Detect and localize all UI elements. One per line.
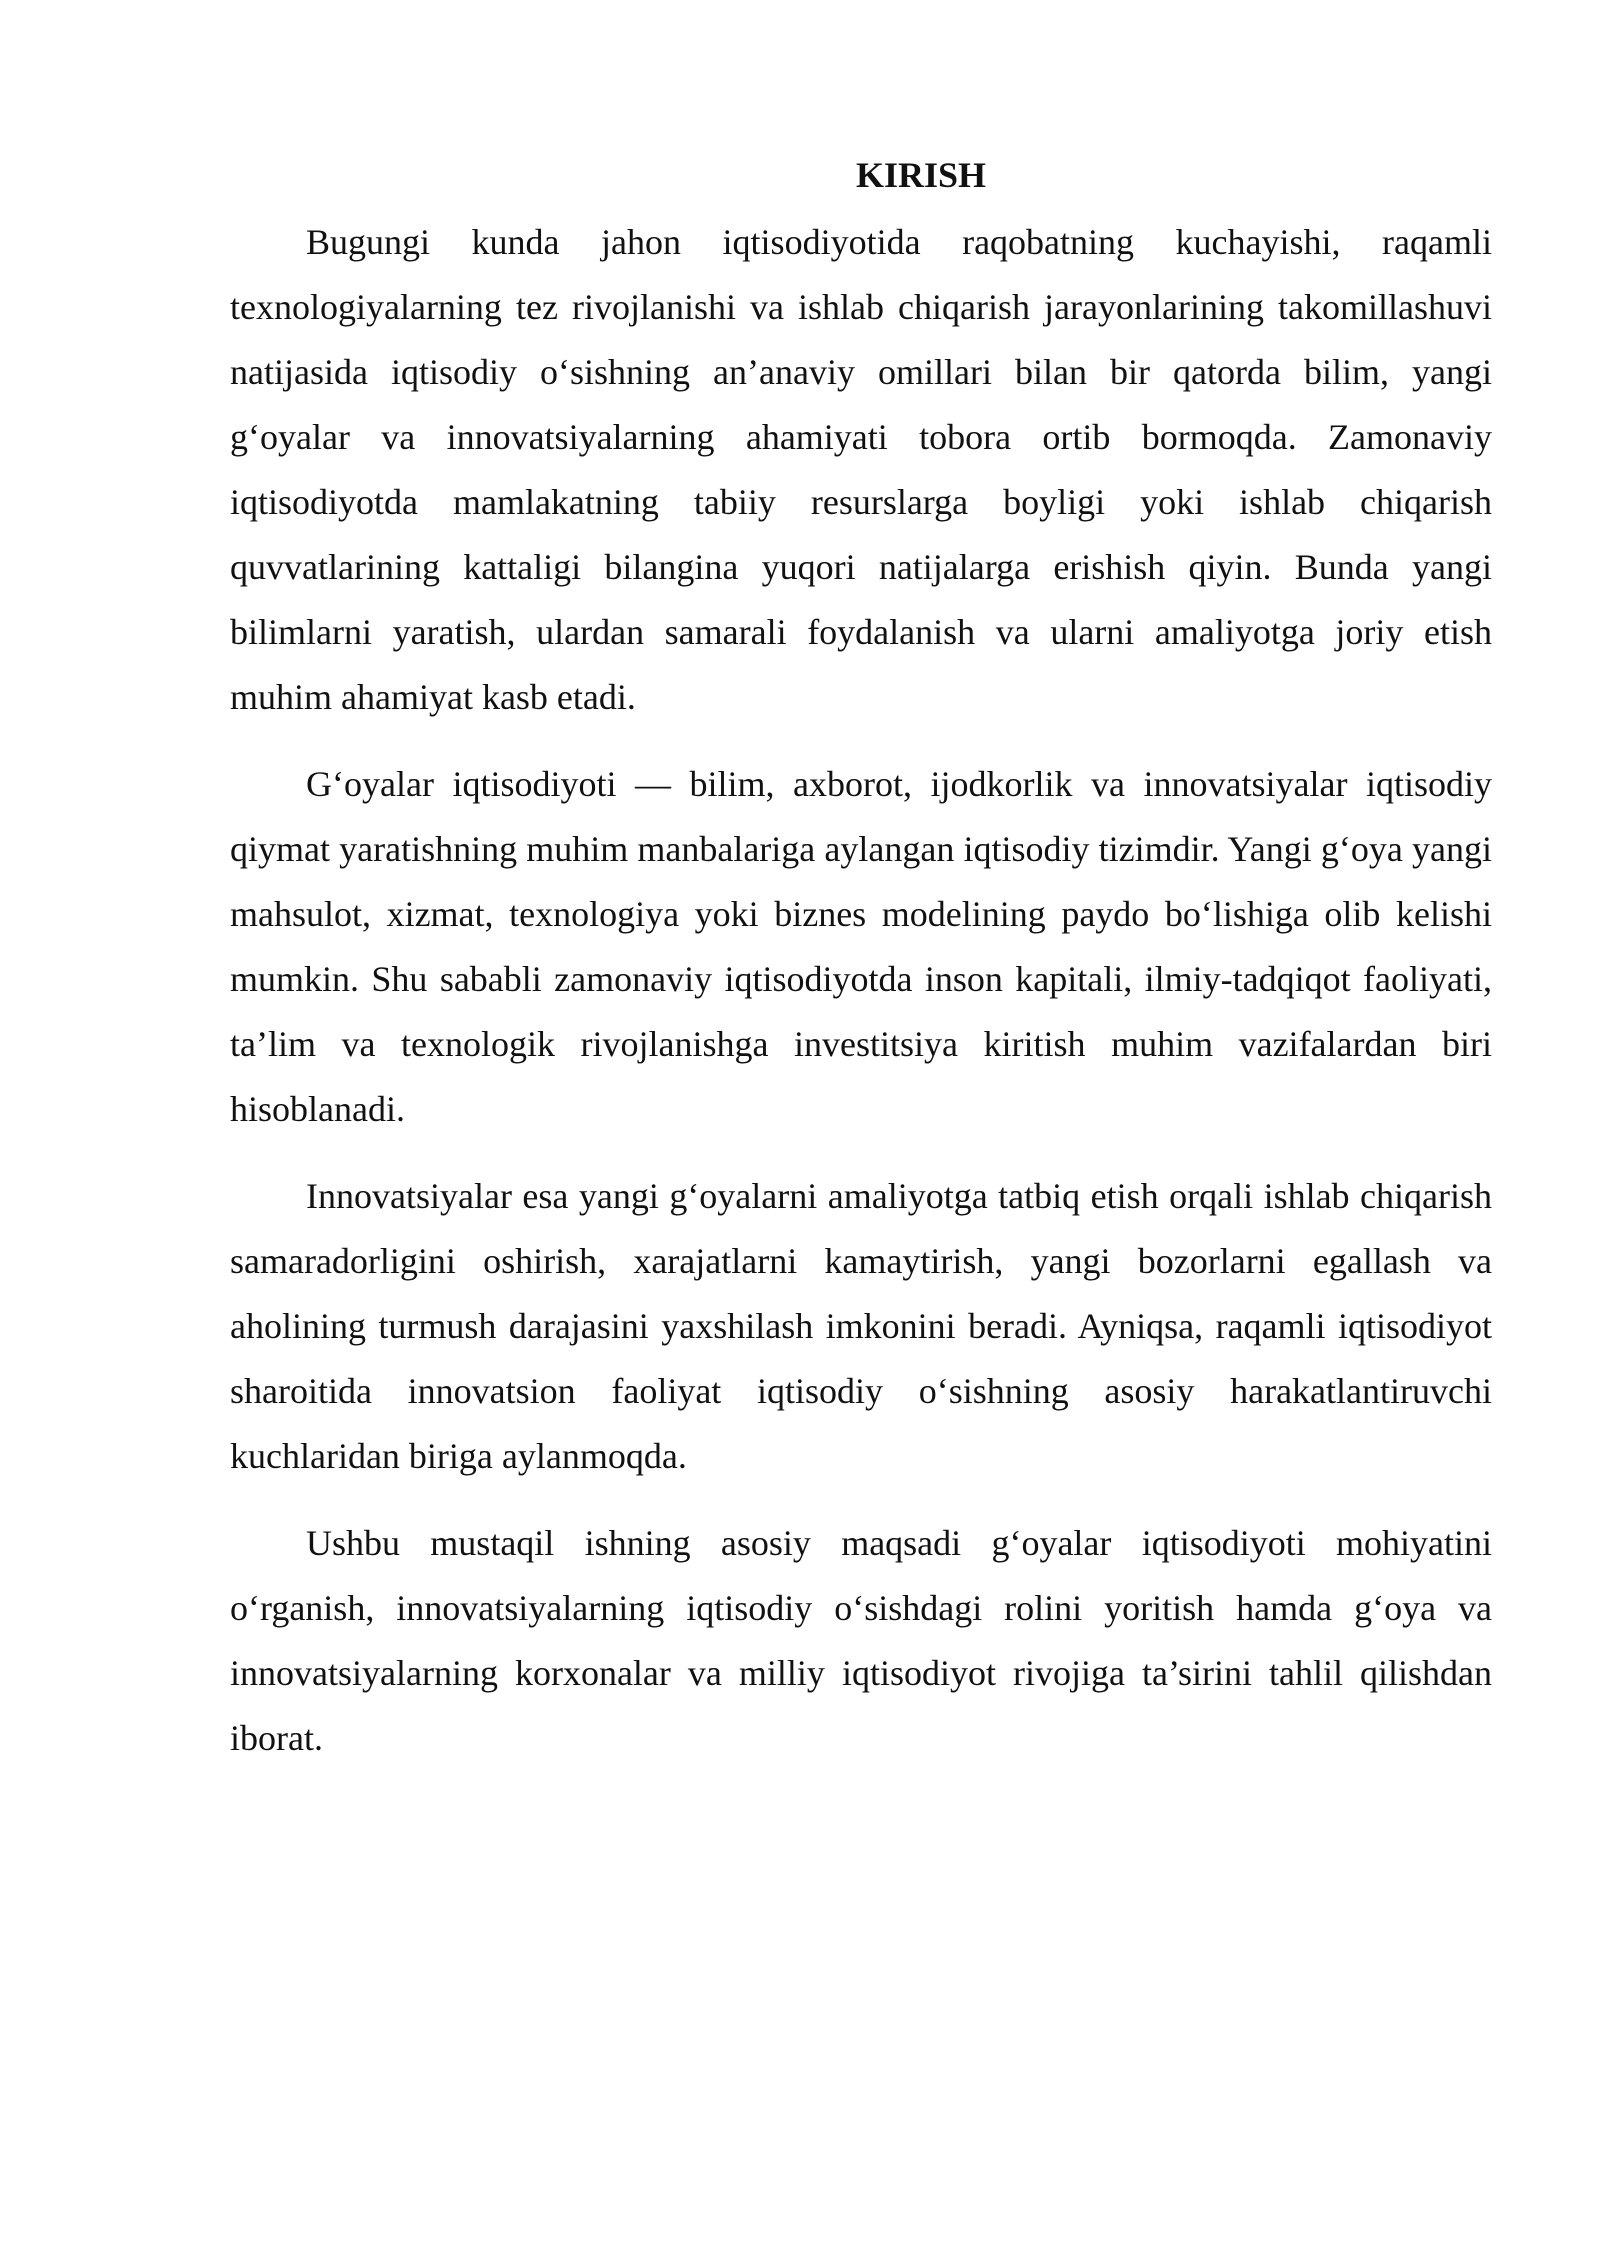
document-body (230, 148, 1492, 1793)
paragraph-innovations: Innovatsiyalar esa yangi g‘oyalarni amaliyotga tatbiq etish orqali ishlab chiqarish samaradorligini oshirish, xarajatlarni kamaytirish, yangi bozorlarni egallash va aholining turmush darajasini yaxshilash imkonini beradi. Ayniqsa, raqamli iqtisodiyot sharoitida innovatsion faoliyat iqtisodiy o‘sishning asosiy harakatlantiruvchi kuchlaridan biriga aylanmoqda. (230, 1176, 1492, 1476)
paragraph-ideas-economy: G‘oyalar iqtisodiyoti — bilim, axborot, ijodkorlik va innovatsiyalar iqtisodiy qiymat yaratishning muhim manbalariga aylangan iqtisodiy tizimdir. Yangi g‘oya yangi mahsulot, xizmat, texnologiya yoki biznes modelining paydo bo‘lishiga olib kelishi mumkin. Shu sababli zamonaviy iqtisodiyotda inson kapitali, ilmiy-tadqiqot faoliyati, ta’lim va texnologik rivojlanishga investitsiya kiritish muhim vazifalardan biri hisoblanadi. (230, 764, 1492, 1129)
paragraph-goal: Ushbu mustaqil ishning asosiy maqsadi g‘oyalar iqtisodiyoti mohiyatini o‘rganish, innovatsiyalarning iqtisodiy o‘sishdagi rolini yoritish hamda g‘oya va innovatsiyalarning korxonalar va milliy iqtisodiyot rivojiga ta’sirini tahlil qilishdan iborat. (230, 1523, 1492, 1758)
page-title: KIRISH (855, 155, 987, 195)
paragraph-intro: Bugungi kunda jahon iqtisodiyotida raqobatning kuchayishi, raqamli texnologiyalarning tez rivojlanishi va ishlab chiqarish jarayonlarining takomillashuvi natijasida iqtisodiy o‘sishning an’anaviy omillari bilan bir qatorda bilim, yangi g‘oyalar va innovatsiyalarning ahamiyati tobora ortib bormoqda. Zamonaviy iqtisodiyotda mamlakatning tabiiy resurslarga boyligi yoki ishlab chiqarish quvvatlarining kattaligi bilangina yuqori natijalarga erishish qiyin. Bunda yangi bilimlarni yaratish, ulardan samarali foydalanish va ularni amaliyotga joriy etish muhim ahamiyat kasb etadi. (230, 222, 1492, 717)
